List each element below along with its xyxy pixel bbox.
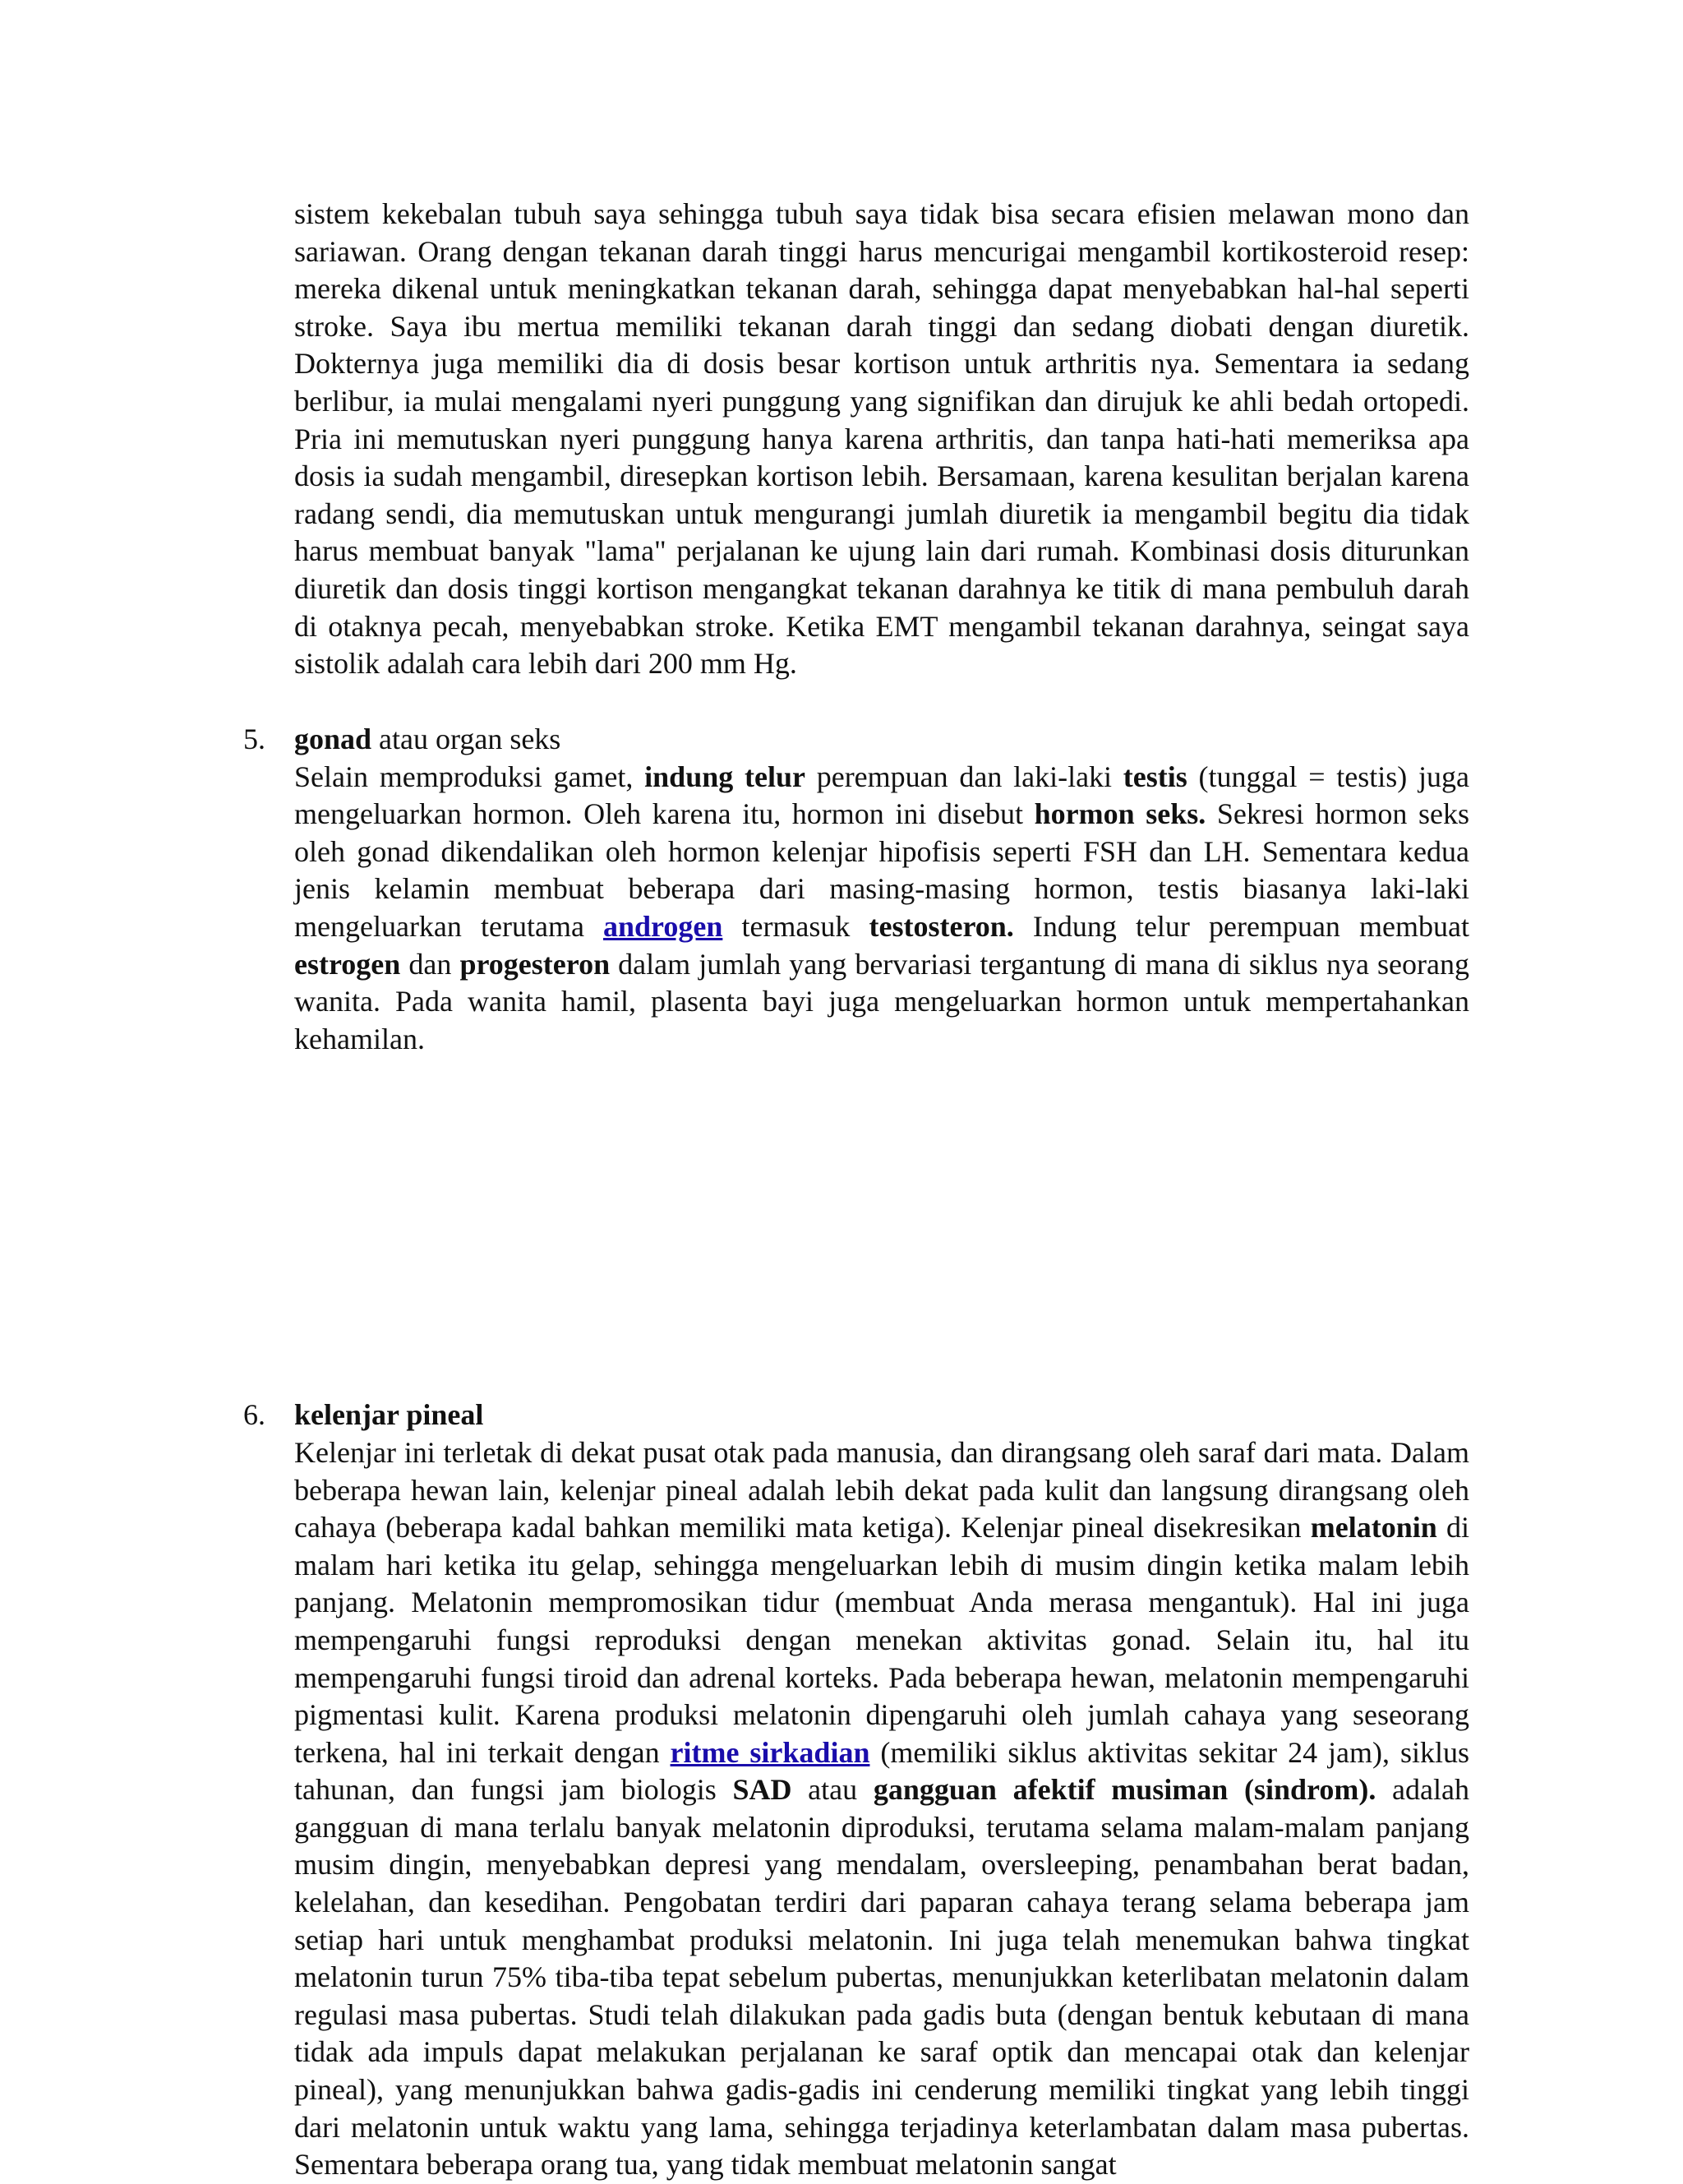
item-title <box>294 721 1469 759</box>
text-run: Sekresi hormon seks oleh gonad dikendalikan oleh hormon kelenjar hipofisis seperti FSH dan LH. Sementara kedua jenis kelamin membuat beberapa dari masing-masing hormon, testis biasanya laki-laki mengeluarkan terutama <box>294 797 1470 943</box>
item-term: kelenjar pineal <box>294 1398 484 1432</box>
text-run: Kelenjar ini terletak di dekat pusat otak pada manusia, dan dirangsang oleh saraf dari mata. Dalam beberapa hewan lain, kelenjar pineal adalah lebih dekat pada kulit dan langsung dirangsang oleh cahaya (beberapa kadal bahkan memiliki mata ketiga). Kelenjar pineal disekresikan <box>294 1435 1469 1544</box>
bold-term: progesteron <box>459 947 611 981</box>
bold-term: gangguan afektif musiman (sindrom). <box>873 1773 1376 1807</box>
text-run: atau <box>791 1773 874 1807</box>
item-body <box>294 759 1469 1059</box>
hyperlink[interactable]: androgen <box>603 909 723 943</box>
list-item-gonad <box>243 721 1470 1058</box>
list-number: 5. <box>243 723 265 755</box>
text-run: dalam jumlah yang bervariasi tergantung di mana di siklus nya seorang wanita. Pada wanita hamil, plasenta bayi juga mengeluarkan hormon untuk mempertahankan kehamilan. <box>294 947 1469 1055</box>
item-body <box>294 1434 1469 2184</box>
item-title <box>294 1397 1469 1434</box>
text-run: adalah gangguan di mana terlalu banyak melatonin diproduksi, terutama selama malam-malam panjang musim dingin, menyebabkan depresi yang mendalam, oversleeping, penambahan berat badan, kelelahan, dan kesedihan. Pengobatan terdiri dari paparan cahaya terang selama beberapa jam setiap hari untuk menghambat produksi melatonin. Ini juga telah menemukan bahwa tingkat melatonin turun 75% tiba-tiba tepat sebelum pubertas, menunjukkan keterlibatan melatonin dalam regulasi masa pubertas. Studi telah dilakukan pada gadis buta (dengan bentuk kebutaan di mana tidak ada impuls dapat melakukan perjalanan ke saraf optik dan mencapai otak dan kelenjar pineal), yang menunjukkan bahwa gadis-gadis ini cenderung memiliki tingkat yang lebih tinggi dari melatonin untuk waktu yang lama, sehingga terjadinya keterlambatan dalam masa pubertas. Sementara beberapa orang tua, yang tidak membuat melatonin sangat <box>294 1773 1469 2182</box>
hyperlink[interactable]: ritme sirkadian <box>670 1735 870 1769</box>
list-number: 6. <box>243 1398 265 1432</box>
bold-term: SAD <box>732 1773 792 1807</box>
text-run: (tunggal = testis) juga mengeluarkan hormon. Oleh karena itu, hormon ini disebut <box>294 760 1469 831</box>
bold-term: indung telur <box>644 760 805 793</box>
item-term: gonad <box>294 723 372 755</box>
text-run: (memiliki siklus aktivitas sekitar 24 jam), siklus tahunan, dan fungsi jam biologis <box>294 1735 1469 1807</box>
continuation-block <box>294 196 1469 683</box>
text-run: dan <box>400 947 460 981</box>
text-run: Selain memproduksi gamet, <box>294 760 645 793</box>
bold-term: hormon seks. <box>1034 797 1206 831</box>
text-run: di malam hari ketika itu gelap, sehingga mengeluarkan lebih di musim dingin ketika malam lebih panjang. Melatonin mempromosikan tidur (membuat Anda merasa mengantuk). Hal ini juga mempengaruhi fungsi reproduksi dengan menekan aktivitas gonad. Selain itu, hal itu mempengaruhi fungsi tiroid dan adrenal korteks. Pada beberapa hewan, melatonin mempengaruhi pigmentasi kulit. Karena produksi melatonin dipengaruhi oleh jumlah cahaya yang seseorang terkena, hal ini terkait dengan <box>294 1511 1469 1769</box>
bold-term: estrogen <box>294 947 401 981</box>
text-run: Indung telur perempuan membuat <box>1013 909 1469 943</box>
bold-term: melatonin <box>1310 1511 1437 1544</box>
text-run: perempuan dan laki-laki <box>805 760 1123 793</box>
text-run: termasuk <box>722 909 869 943</box>
item-title-rest: atau organ seks <box>371 723 561 755</box>
bold-term: testis <box>1123 760 1187 793</box>
list-item-kelenjar-pineal <box>243 1397 1469 2183</box>
continuation-paragraph: sistem kekebalan tubuh saya sehingga tubuh saya tidak bisa secara efisien melawan mono dan sariawan. Orang dengan tekanan darah tinggi harus mencurigai mengambil kortikosteroid resep: mereka dikenal untuk meningkatkan tekanan darah, sehingga dapat menyebabkan hal-hal seperti stroke. Saya ibu mertua memiliki tekanan darah tinggi dan sedang diobati dengan diuretik. Dokternya juga memiliki dia di dosis besar kortison untuk arthritis nya. Sementara ia sedang berlibur, ia mulai mengalami nyeri punggung yang signifikan dan dirujuk ke ahli bedah ortopedi. Pria ini memutuskan nyeri punggung hanya karena arthritis, dan tanpa hati-hati memeriksa apa dosis ia sudah mengambil, diresepkan kortison lebih. Bersamaan, karena kesulitan berjalan karena radang sendi, dia memutuskan untuk mengurangi jumlah diuretik ia mengambil begitu dia tidak harus membuat banyak "lama" perjalanan ke ujung lain dari rumah. Kombinasi dosis diturunkan diuretik dan dosis tinggi kortison mengangkat tekanan darahnya ke titik di mana pembuluh darah di otaknya pecah, menyebabkan stroke. Ketika EMT mengambil tekanan darahnya, seingat saya sistolik adalah cara lebih dari 200 mm Hg. <box>294 197 1469 681</box>
bold-term: testosteron. <box>869 909 1014 943</box>
